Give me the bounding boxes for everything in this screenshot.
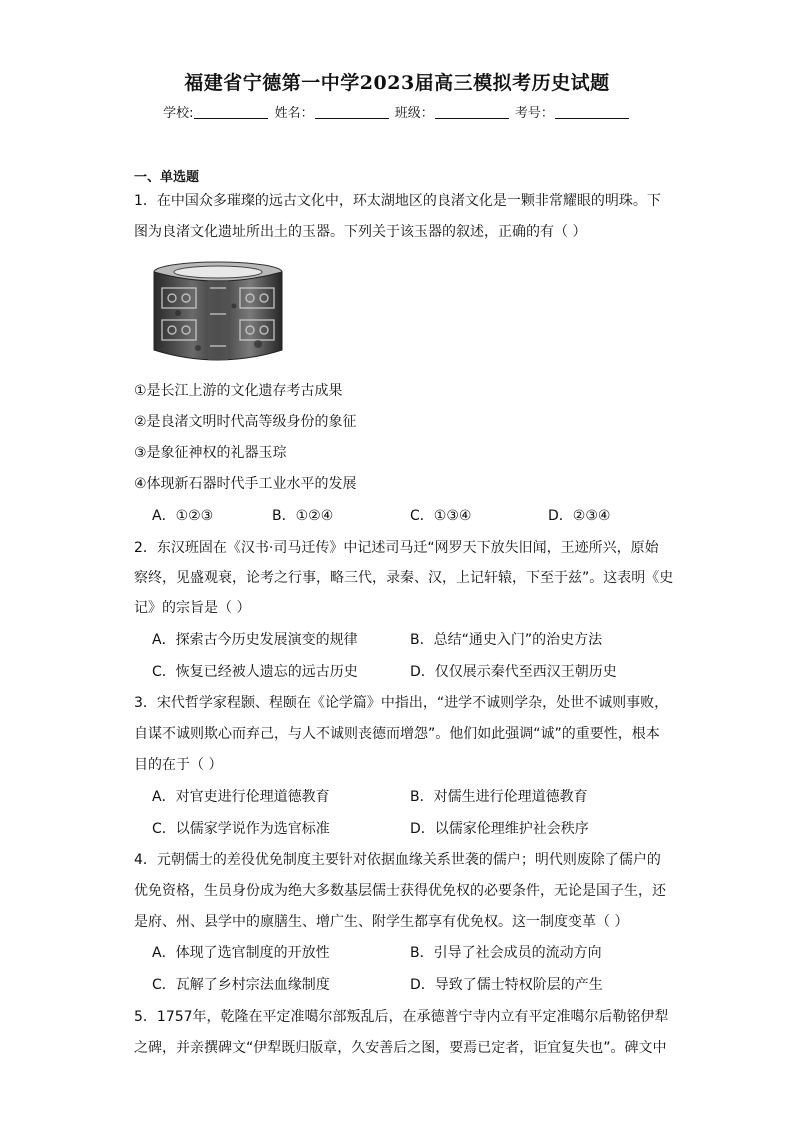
- name-blank[interactable]: [315, 104, 389, 119]
- q2-option-a[interactable]: A．探索古今历史发展演变的规律: [152, 632, 358, 648]
- q3-stem-line-3: 目的在于（ ）: [134, 757, 223, 773]
- student-info-line: [0, 102, 794, 121]
- exam-number-label: 考号：: [514, 106, 554, 121]
- section-title-single-choice: 一、单选题: [134, 170, 200, 185]
- exam-title: 福建省宁德第一中学2023届高三模拟考历史试题: [184, 72, 610, 94]
- q2-option-c[interactable]: C．恢复已经被人遗忘的远古历史: [152, 664, 358, 680]
- q2-option-b[interactable]: B．总结“通史入门”的治史方法: [410, 632, 603, 648]
- q4-stem-line-1: 4．元朝儒士的差役优免制度主要针对依据血缘关系世袭的儒户；明代则废除了儒户的: [134, 852, 661, 868]
- q5-stem-line-2: 之碑，并亲撰碑文“伊犁既归版章，久安善后之图，要焉已定者，讵宜复失也”。碑文中: [134, 1040, 667, 1056]
- q5-stem-line-1: 5．1757年，乾隆在平定准噶尔部叛乱后，在承德普宁寺内立有平定准噶尔后勒铭伊犁: [134, 1009, 669, 1025]
- school-blank[interactable]: [194, 104, 268, 119]
- q1-item-3: ③是象征神权的礼器玉琮: [134, 445, 287, 461]
- exam-number-blank[interactable]: [555, 104, 629, 119]
- q1-option-d[interactable]: D．②③④: [548, 508, 611, 524]
- q1-option-b[interactable]: B．①②④: [272, 508, 334, 524]
- name-label: 姓名：: [274, 106, 314, 121]
- q3-option-a[interactable]: A．对官吏进行伦理道德教育: [152, 789, 330, 805]
- q4-option-c[interactable]: C．瓦解了乡村宗法血缘制度: [152, 977, 330, 993]
- q4-option-a[interactable]: A．体现了选官制度的开放性: [152, 945, 330, 961]
- q3-option-b[interactable]: B．对儒生进行伦理道德教育: [410, 789, 588, 805]
- q1-option-a[interactable]: A．①②③: [152, 508, 214, 524]
- q2-stem-line-1: 2．东汉班固在《汉书·司马迁传》中记述司马迁“网罗天下放失旧闻，王迹所兴，原始: [134, 540, 659, 556]
- q1-item-4: ④体现新石器时代手工业水平的发展: [134, 476, 357, 492]
- q4-stem-line-3: 是府、州、县学中的廪膳生、增广生、附学生都享有优免权。这一制度变革（ ）: [134, 914, 629, 930]
- q1-option-c[interactable]: C．①③④: [410, 508, 472, 524]
- class-label: 班级：: [394, 106, 434, 121]
- school-label: 学校:: [163, 106, 194, 121]
- jade-cong-image: [148, 258, 288, 368]
- q3-option-d[interactable]: D．以儒家伦理维护社会秩序: [410, 821, 589, 837]
- q2-stem-line-2: 察终，见盛观衰，论考之行事，略三代，录秦、汉，上记轩辕，下至于兹”。这表明《史: [134, 570, 674, 586]
- q2-stem-line-3: 记》的宗旨是（ ）: [134, 600, 251, 616]
- q3-option-c[interactable]: C．以儒家学说作为选官标准: [152, 821, 330, 837]
- q4-option-b[interactable]: B．引导了社会成员的流动方向: [410, 945, 602, 961]
- q1-item-1: ①是长江上游的文化遗存考古成果: [134, 383, 343, 399]
- q1-stem-line-1: 1．在中国众多璀璨的远古文化中，环太湖地区的良渚文化是一颗非常耀眼的明珠。下: [134, 193, 661, 209]
- q2-option-d[interactable]: D．仅仅展示秦代至西汉王朝历史: [410, 664, 617, 680]
- q1-item-2: ②是良渚文明时代高等级身份的象征: [134, 414, 357, 430]
- q4-option-d[interactable]: D．导致了儒士特权阶层的产生: [410, 977, 603, 993]
- q4-stem-line-2: 优免资格，生员身份成为绝大多数基层儒士获得优免权的必要条件，无论是国子生，还: [134, 883, 666, 899]
- class-blank[interactable]: [435, 104, 509, 119]
- q3-stem-line-2: 自谋不诚则欺心而弃己，与人不诚则丧德而增怨”。他们如此强调“诚”的重要性，根本: [134, 726, 660, 742]
- q3-stem-line-1: 3．宋代哲学家程颢、程颐在《论学篇》中指出，“进学不诚则学杂，处世不诚则事败，: [134, 695, 669, 711]
- q1-stem-line-2: 图为良渚文化遗址所出土的玉器。下列关于该玉器的叙述，正确的有（ ）: [134, 224, 587, 240]
